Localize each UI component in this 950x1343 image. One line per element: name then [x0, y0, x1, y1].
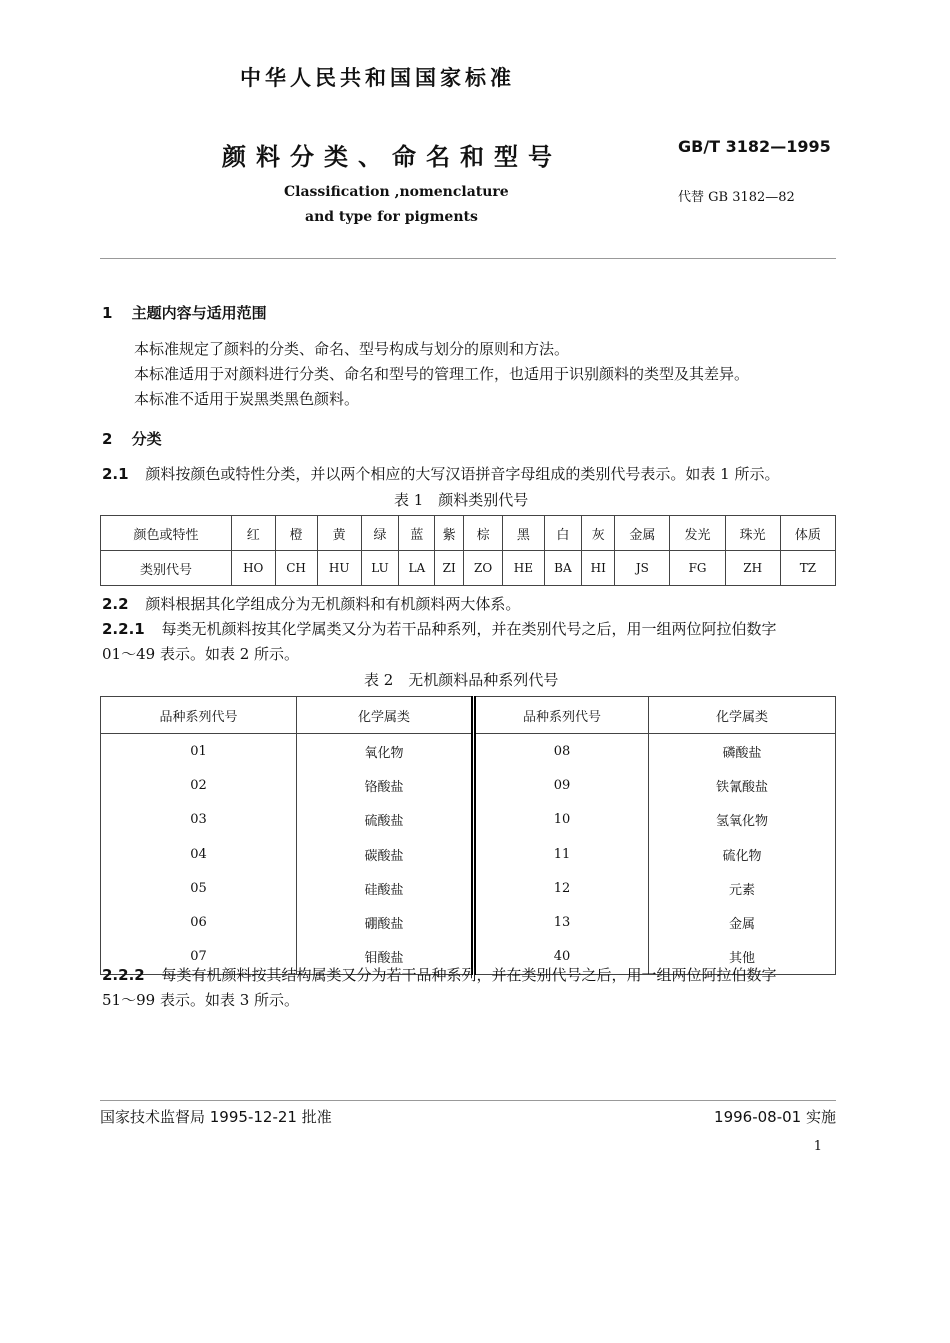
chemical-class-cell: 钼酸盐: [297, 940, 474, 975]
table2-header-code-right: 品种系列代号: [474, 697, 649, 734]
table2-row: [101, 837, 836, 871]
code-cell: CH: [275, 551, 317, 586]
table2-row: [101, 734, 836, 769]
color-cell: 珠光: [725, 516, 780, 551]
section1-para3: 本标准不适用于炭黑类黑色颜料。: [134, 390, 360, 408]
replaces-standard: 代替 GB 3182—82: [678, 190, 795, 205]
chemical-class-cell: 硫酸盐: [297, 803, 474, 837]
footer-divider: [100, 1100, 836, 1101]
code-cell: LA: [399, 551, 435, 586]
clause-2-2-1-number: 2.2.1: [102, 620, 145, 638]
clause-2-2-2: [102, 963, 777, 988]
chemical-class-cell: 硼酸盐: [297, 905, 474, 939]
section2-heading: [102, 428, 162, 449]
code-cell: HI: [582, 551, 615, 586]
color-cell: 红: [232, 516, 276, 551]
section2-number: 2: [102, 430, 113, 448]
color-cell: 棕: [464, 516, 503, 551]
table2-header-code-left: 品种系列代号: [101, 697, 297, 734]
code-cell: FG: [670, 551, 725, 586]
table1-pigment-category-codes: [100, 515, 836, 586]
chemical-class-cell: 磷酸盐: [722, 745, 762, 761]
series-code-cell: 40: [474, 940, 649, 975]
color-cell: 白: [544, 516, 582, 551]
standard-number: GB/T 3182—1995: [678, 137, 831, 156]
code-cell: ZH: [725, 551, 780, 586]
table2-body: [101, 734, 836, 975]
english-title-line2: and type for pigments: [305, 209, 478, 225]
series-code-cell: 08: [474, 734, 649, 769]
section2-title: 分类: [131, 430, 162, 448]
chemical-class-cell: 碳酸盐: [297, 837, 474, 871]
chemical-class-cell: 其他: [728, 951, 755, 967]
table1-row-colors: [101, 516, 836, 551]
clause-2-1-text: 颜料按颜色或特性分类，并以两个相应的大写汉语拼音字母组成的类别代号表示。如表 1 所示。: [145, 465, 780, 483]
code-cell: HE: [503, 551, 544, 586]
table2-inorganic-series-codes: [100, 696, 836, 975]
section1-para1: 本标准规定了颜料的分类、命名、型号构成与划分的原则和方法。: [134, 340, 570, 358]
series-code-cell: 03: [101, 803, 297, 837]
code-cell: HU: [317, 551, 361, 586]
color-cell: 蓝: [399, 516, 435, 551]
series-code-cell: 07: [101, 940, 297, 975]
section1-title: 主题内容与适用范围: [131, 304, 267, 322]
table1-row-codes: [101, 551, 836, 586]
clause-2-2: [102, 592, 520, 617]
chemical-class-cell: 硅酸盐: [297, 871, 474, 905]
series-code-cell: 05: [101, 871, 297, 905]
table1-row2-label: 类别代号: [101, 551, 232, 586]
color-cell: 灰: [582, 516, 615, 551]
color-cell: 黄: [317, 516, 361, 551]
clause-2-2-1: [102, 617, 777, 642]
code-cell: JS: [615, 551, 670, 586]
clause-2-2-number: 2.2: [102, 595, 129, 613]
table2-header-class-left: 化学属类: [297, 697, 474, 734]
color-cell: 发光: [670, 516, 725, 551]
table1-caption: 表 1 颜料类别代号: [394, 491, 529, 509]
header-divider: [100, 258, 836, 259]
table2-row: [101, 871, 836, 905]
code-cell: ZO: [464, 551, 503, 586]
chemical-class-cell: 元素: [728, 882, 755, 898]
series-code-cell: 11: [474, 837, 649, 871]
series-code-cell: 02: [101, 768, 297, 802]
chemical-class-cell: 金属: [728, 917, 755, 933]
section1-number: 1: [102, 304, 113, 322]
color-cell: 绿: [361, 516, 399, 551]
table2-caption: 表 2 无机颜料品种系列代号: [364, 671, 559, 689]
series-code-cell: 01: [101, 734, 297, 769]
clause-2-2-1-continuation: 01～49 表示。如表 2 所示。: [102, 645, 300, 663]
color-cell: 金属: [615, 516, 670, 551]
table2-header-row: [101, 697, 836, 734]
table1-row1-label: 颜色或特性: [101, 516, 232, 551]
series-code-cell: 06: [101, 905, 297, 939]
chemical-class-cell: 铁氰酸盐: [715, 779, 768, 795]
color-cell: 紫: [435, 516, 464, 551]
chemical-class-cell: 氢氧化物: [715, 814, 768, 830]
series-code-cell: 09: [474, 768, 649, 802]
code-cell: LU: [361, 551, 399, 586]
national-standard-label: 中华人民共和国国家标准: [240, 66, 515, 90]
code-cell: ZI: [435, 551, 464, 586]
document-title: 颜料分类、命名和型号: [222, 143, 562, 171]
clause-2-2-2-text: 每类有机颜料按其结构属类又分为若干品种系列，并在类别代号之后，用一组两位阿拉伯数字: [161, 966, 777, 984]
clause-2-1-number: 2.1: [102, 465, 129, 483]
page-number: 1: [813, 1139, 822, 1154]
clause-2-1: [102, 462, 779, 487]
chemical-class-cell: 铬酸盐: [297, 768, 474, 802]
clause-2-2-1-text: 每类无机颜料按其化学属类又分为若干品种系列，并在类别代号之后，用一组两位阿拉伯数字: [161, 620, 777, 638]
chemical-class-cell: 氧化物: [297, 734, 474, 769]
clause-2-2-2-continuation: 51～99 表示。如表 3 所示。: [102, 991, 300, 1009]
code-cell: BA: [544, 551, 582, 586]
clause-2-2-text: 颜料根据其化学组成分为无机颜料和有机颜料两大体系。: [145, 595, 521, 613]
series-code-cell: 13: [474, 905, 649, 939]
table2-row: [101, 905, 836, 939]
series-code-cell: 04: [101, 837, 297, 871]
color-cell: 体质: [780, 516, 835, 551]
color-cell: 黑: [503, 516, 544, 551]
series-code-cell: 12: [474, 871, 649, 905]
table2-row: [101, 803, 836, 837]
table2-header-class-right: 化学属类: [649, 697, 836, 734]
section1-heading: [102, 302, 267, 323]
series-code-cell: 10: [474, 803, 649, 837]
clause-2-2-2-number: 2.2.2: [102, 966, 145, 984]
implementation-date: 1996-08-01 实施: [714, 1108, 836, 1126]
code-cell: HO: [232, 551, 276, 586]
table2-row: [101, 768, 836, 802]
approval-date: 国家技术监督局 1995-12-21 批准: [100, 1108, 332, 1126]
english-title-line1: Classification ,nomenclature: [284, 184, 509, 200]
code-cell: TZ: [780, 551, 835, 586]
color-cell: 橙: [275, 516, 317, 551]
chemical-class-cell: 硫化物: [722, 848, 762, 864]
section1-para2: 本标准适用于对颜料进行分类、命名和型号的管理工作，也适用于识别颜料的类型及其差异。: [134, 365, 750, 383]
